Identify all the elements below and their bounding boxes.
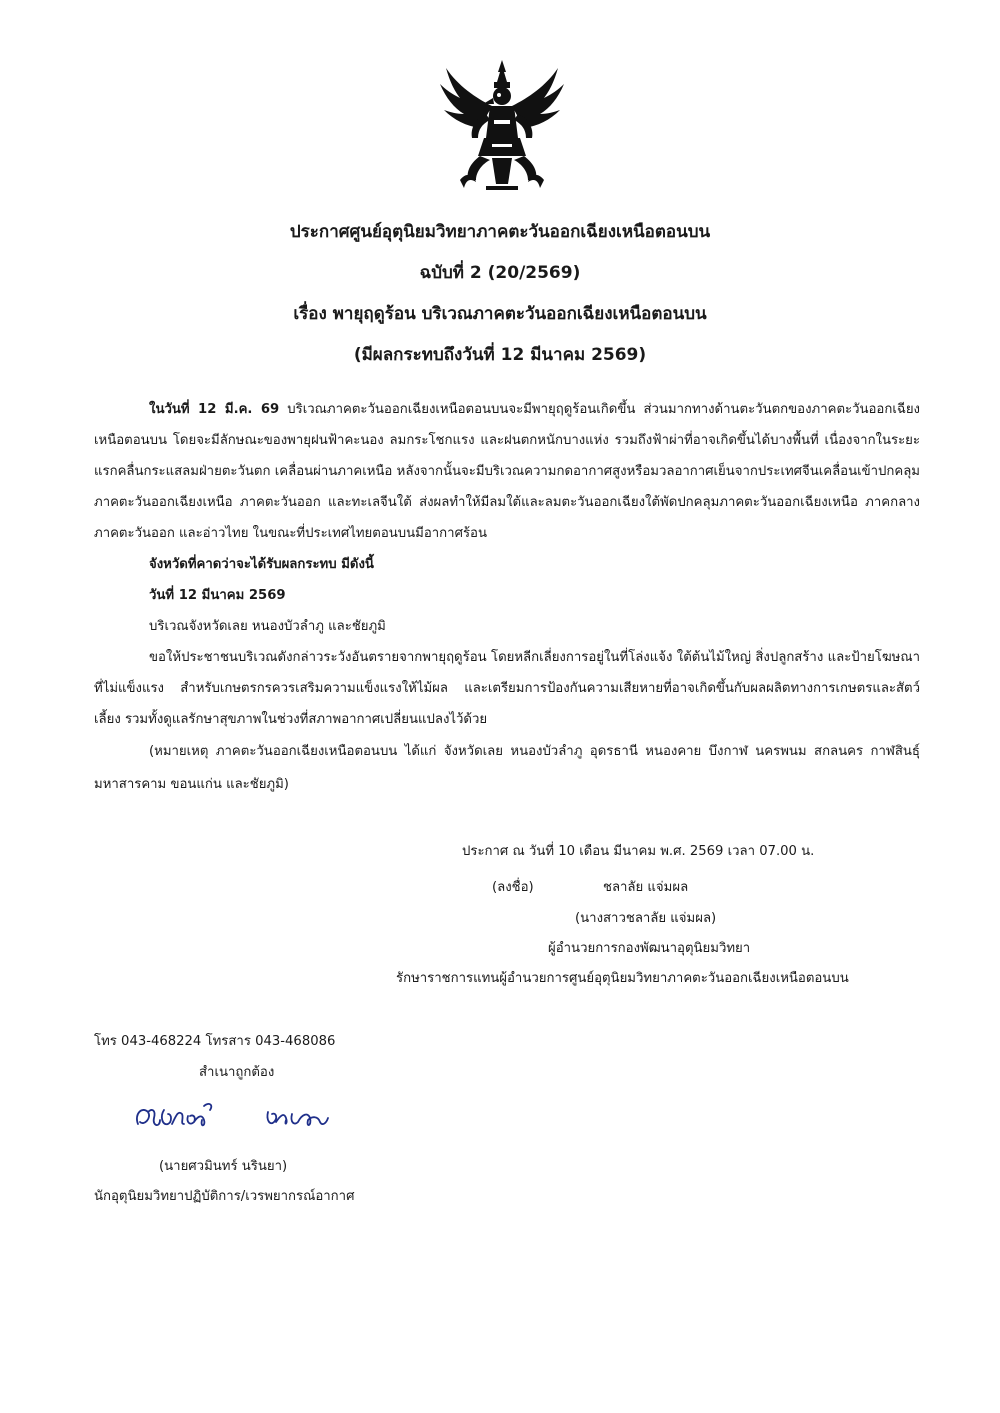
signer-position: ผู้อำนวยการกองพัฒนาอุตุนิยมวิทยา <box>548 941 751 956</box>
title-line-2: ฉบับที่ 2 (20/2569) <box>419 263 581 283</box>
copy-certifier-name: (นายศวมินทร์ นรินยา) <box>159 1159 288 1174</box>
intro-text: บริเวณภาคตะวันออกเฉียงเหนือตอนบนจะมีพายุฤดูร้อนเกิดขึ้น ส่วนมากทางด้านตะวันตกของภาคตะวันออกเฉียงเหนือตอนบน โดยจะมีลักษณะของพายุฝนฟ้าคะนอง ลมกระโชกแรง และฝนตกหนักบางแห่ง รวมถึงฟ้าผ่าที่อาจเกิดขึ้นได้บางพื้นที่ เนื่องจากในระยะแรกคลื่นกระแสลมฝ่ายตะวันตก เคลื่อนผ่านภาคเหนือ หลังจากนั้นจะมีบริเวณความกดอากาศสูงหรือมวลอากาศเย็นจากประเทศจีนเคลื่อนเข้าปกคลุมภาคตะวันออกเฉียงเหนือ ภาคตะวันออก และทะเลจีนใต้ ส่งผลทำให้มีลมใต้และลมตะวันออกเฉียงใต้พัดปกคลุมภาคตะวันออกเฉียงเหนือ ภาคกลาง ภาคตะวันออก และอ่าวไทย ในขณะที่ประเทศไทยตอนบนมีอากาศร้อน <box>94 402 920 541</box>
affected-heading: จังหวัดที่คาดว่าจะได้รับผลกระทบ มีดังนี้ <box>149 557 374 572</box>
intro-date: ในวันที่ 12 มี.ค. 69 <box>149 402 280 417</box>
date-heading: วันที่ 12 มีนาคม 2569 <box>149 588 286 603</box>
announcement-date: ประกาศ ณ วันที่ 10 เดือน มีนาคม พ.ศ. 2569 เวลา 07.00 น. <box>462 844 815 859</box>
handwritten-signature <box>130 1096 340 1140</box>
copy-certifier-position: นักอุตุนิยมวิทยาปฏิบัติการ/เวรพยากรณ์อากาศ <box>94 1189 355 1204</box>
advice-paragraph: ขอให้ประชาชนบริเวณดังกล่าวระวังอันตรายจากพายุฤดูร้อน โดยหลีกเลี่ยงการอยู่ในที่โล่งแจ้ง ใต้ต้นไม้ใหญ่ สิ่งปลูกสร้าง และป้ายโฆษณาที่ไม่แข็งแรง สำหรับเกษตรกรควรเสริมความแข็งแรงให้ไม้ผล และเตรียมการป้องกันความเสียหายที่อาจเกิดขึ้นกับผลผลิตทางการเกษตรและสัตว์เลี้ยง รวมทั้งดูแลรักษาสุขภาพในช่วงที่สภาพอากาศเปลี่ยนแปลงไว้ด้วย <box>94 650 920 727</box>
title-line-4: (มีผลกระทบถึงวันที่ 12 มีนาคม 2569) <box>353 345 647 365</box>
title-line-3: เรื่อง พายุฤดูร้อน บริเวณภาคตะวันออกเฉียงเหนือตอนบน <box>293 304 707 324</box>
title-line-1: ประกาศศูนย์อุตุนิยมวิทยาภาคตะวันออกเฉียงเหนือตอนบน <box>289 222 711 242</box>
signature-prefix: (ลงชื่อ) <box>492 880 534 895</box>
document-title <box>100 212 900 376</box>
signer-full-name: (นางสาวชลาลัย แจ่มผล) <box>575 911 717 926</box>
note-paragraph: (หมายเหตุ ภาคตะวันออกเฉียงเหนือตอนบน ได้แก่ จังหวัดเลย หนองบัวลำภู อุดรธานี หนองคาย บึงกาฬ นครพนม สกลนคร กาฬสินธุ์ มหาสารคาม ขอนแก่น และชัยภูมิ) <box>94 744 920 792</box>
document-body <box>94 394 920 801</box>
signer-acting-position: รักษาราชการแทนผู้อำนวยการศูนย์อุตุนิยมวิทยาภาคตะวันออกเฉียงเหนือตอนบน <box>396 971 849 986</box>
garuda-emblem-icon <box>436 58 568 194</box>
contact-info: โทร 043-468224 โทรสาร 043-468086 <box>94 1034 336 1049</box>
signer-name: ชลาลัย แจ่มผล <box>603 880 689 895</box>
intro-paragraph <box>94 394 920 549</box>
certified-copy-label: สำเนาถูกต้อง <box>199 1065 275 1080</box>
affected-area: บริเวณจังหวัดเลย หนองบัวลำภู และชัยภูมิ <box>149 619 386 634</box>
